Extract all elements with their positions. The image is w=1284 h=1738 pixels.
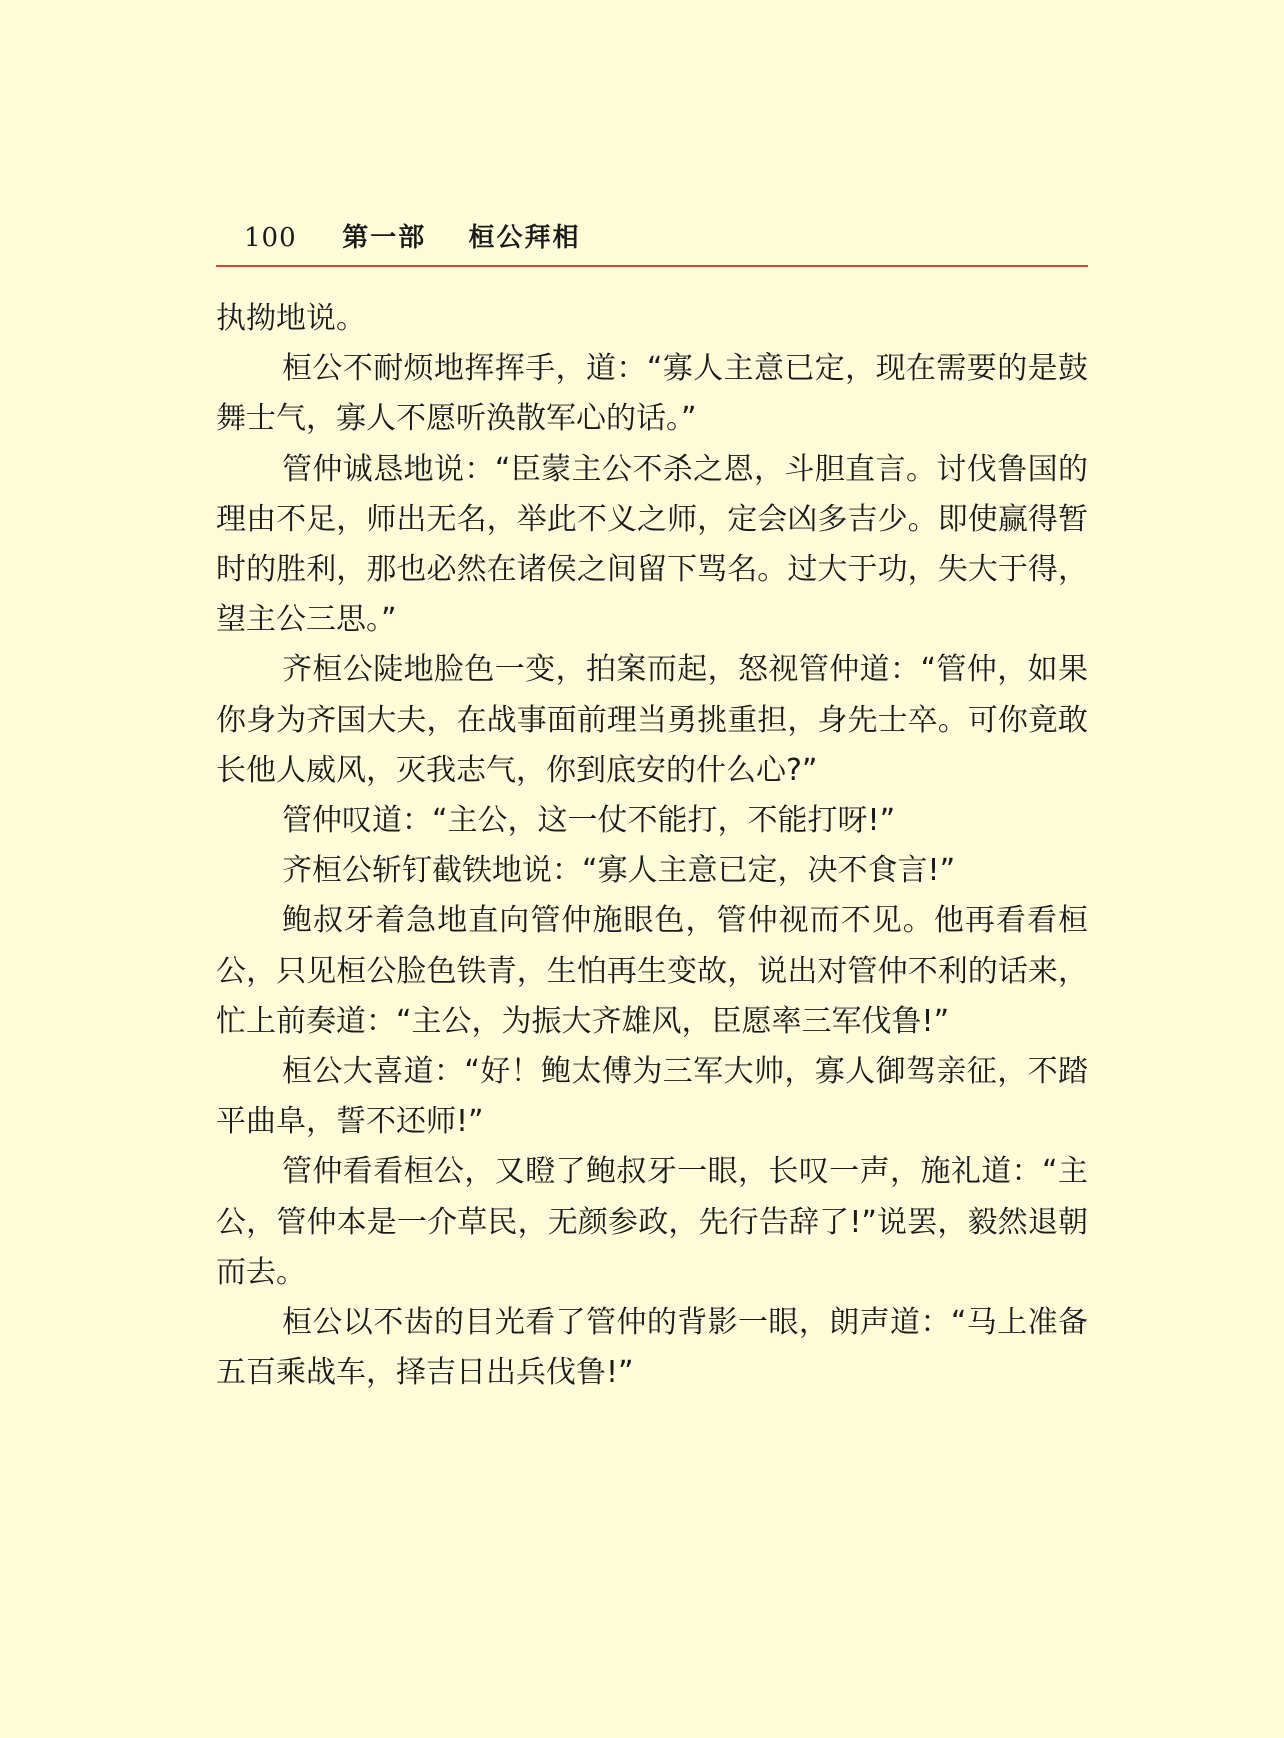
paragraph: 桓公大喜道：“好！鲍太傅为三军大帅，寡人御驾亲征，不踏平曲阜，誓不还师!”: [216, 1054, 1088, 1140]
paragraph: 齐桓公斩钉截铁地说：“寡人主意已定，决不食言!”: [282, 853, 956, 889]
paragraph: 管仲看看桓公，又瞪了鲍叔牙一眼，长叹一声，施礼道：“主公，管仲本是一介草民，无颜参政，先行告辞了!”说罢，毅然退朝而去。: [216, 1154, 1088, 1290]
header-divider: [216, 265, 1088, 267]
page-number: 100: [244, 223, 297, 253]
paragraph: 管仲叹道：“主公，这一仗不能打，不能打呀!”: [282, 803, 896, 839]
part-label: 第一部: [342, 223, 427, 253]
body-text: [216, 294, 1088, 1398]
paragraph: 鲍叔牙着急地直向管仲施眼色，管仲视而不见。他再看看桓公，只见桓公脸色铁青，生怕再生变故，说出对管仲不利的话来，忙上前奏道：“主公，为振大齐雄风，臣愿率三军伐鲁!”: [216, 903, 1088, 1039]
paragraph: 执拗地说。: [216, 301, 366, 336]
paragraph: 桓公以不齿的目光看了管仲的背影一眼，朗声道：“马上准备五百乘战车，择吉日出兵伐鲁!”: [216, 1305, 1088, 1391]
paragraph: 管仲诚恳地说：“臣蒙主公不杀之恩，斗胆直言。讨伐鲁国的理由不足，师出无名，举此不义之师，定会凶多吉少。即使赢得暂时的胜利，那也必然在诸侯之间留下骂名。过大于功，失大于得，望主公三思。”: [216, 451, 1088, 638]
chapter-title: 桓公拜相: [468, 223, 581, 253]
running-header: [216, 218, 1088, 262]
paragraph: 齐桓公陡地脸色一变，拍案而起，怒视管仲道：“管仲，如果你身为齐国大夫，在战事面前理当勇挑重担，身先士卒。可你竟敢长他人威风，灭我志气，你到底安的什么心?”: [216, 652, 1088, 788]
paragraph: 桓公不耐烦地挥挥手，道：“寡人主意已定，现在需要的是鼓舞士气，寡人不愿听涣散军心的话。”: [216, 351, 1088, 437]
